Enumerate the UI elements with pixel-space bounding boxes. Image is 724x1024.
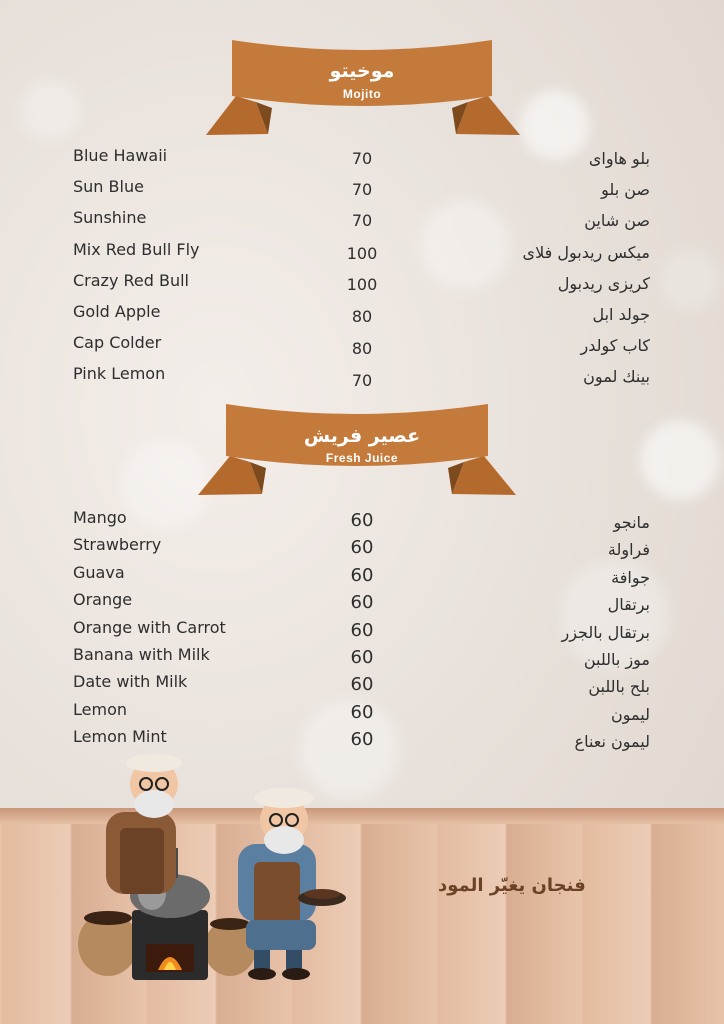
menu-item	[0, 700, 724, 728]
item-name-ar: كريزى ريدبول	[557, 274, 650, 293]
item-name-ar: كاب كولدر	[580, 336, 650, 355]
item-price: 60	[350, 702, 374, 723]
menu-item	[0, 590, 724, 618]
item-name-ar: صن بلو	[601, 180, 650, 199]
item-price: 80	[351, 339, 373, 358]
item-price: 60	[350, 729, 374, 750]
item-price: 70	[351, 371, 373, 390]
section-ribbon-fresh-juice	[0, 402, 724, 502]
item-name-ar: بلح باللبن	[588, 677, 650, 696]
item-price: 60	[350, 620, 374, 641]
item-name-en: Cap Colder	[73, 333, 162, 352]
item-name-en: Blue Hawaii	[73, 146, 168, 165]
item-name-ar: موز باللبن	[583, 650, 650, 669]
item-name-en: Banana with Milk	[73, 645, 210, 664]
item-name-en: Pink Lemon	[73, 364, 166, 383]
item-name-ar: ليمون	[611, 705, 650, 724]
item-price: 70	[351, 211, 373, 230]
item-price: 60	[350, 592, 374, 613]
item-name-ar: برتقال	[607, 595, 650, 614]
coffee-roaster-characters-icon	[70, 748, 360, 988]
slogan-text: فنجان يغيّر المود	[438, 875, 586, 896]
item-price: 60	[350, 647, 374, 668]
section-title-ar: موخيتو	[329, 60, 395, 82]
item-price: 60	[350, 537, 374, 558]
item-price: 60	[350, 510, 374, 531]
item-name-en: Mix Red Bull Fly	[73, 240, 200, 259]
item-name-ar: بينك لمون	[583, 367, 650, 386]
menu-item	[0, 177, 724, 205]
item-price: 60	[350, 565, 374, 586]
section-title-en: Mojito	[342, 87, 382, 101]
item-name-en: Lemon Mint	[73, 727, 167, 746]
menu-item	[0, 508, 724, 536]
item-price: 70	[351, 149, 373, 168]
item-price: 80	[351, 307, 373, 326]
menu-item	[0, 208, 724, 236]
item-name-ar: جوافة	[611, 568, 650, 587]
item-name-en: Sunshine	[73, 208, 147, 227]
item-name-ar: ليمون نعناع	[574, 732, 650, 751]
section-title-ar: عصير فريش	[303, 425, 421, 447]
item-price: 60	[350, 674, 374, 695]
item-name-en: Lemon	[73, 700, 127, 719]
item-price: 70	[351, 180, 373, 199]
item-name-ar: جولد ابل	[592, 305, 650, 324]
item-name-en: Orange with Carrot	[73, 618, 226, 637]
menu-item	[0, 535, 724, 563]
item-price: 100	[346, 244, 378, 263]
section-ribbon-mojito	[0, 38, 724, 138]
item-name-en: Guava	[73, 563, 125, 582]
menu-item	[0, 364, 724, 392]
item-name-en: Orange	[73, 590, 133, 609]
item-name-en: Sun Blue	[73, 177, 144, 196]
item-name-en: Date with Milk	[73, 672, 188, 691]
item-name-ar: بلو هاواى	[588, 149, 650, 168]
item-name-ar: صن شاين	[584, 211, 650, 230]
item-name-ar: ميكس ريدبول فلاى	[522, 243, 650, 262]
menu-item	[0, 302, 724, 330]
item-name-en: Gold Apple	[73, 302, 161, 321]
menu-item	[0, 645, 724, 673]
menu-item	[0, 672, 724, 700]
menu-item	[0, 618, 724, 646]
item-price: 100	[346, 275, 378, 294]
item-name-ar: مانجو	[613, 513, 650, 532]
menu-item	[0, 271, 724, 299]
section-title-en: Fresh Juice	[325, 451, 399, 465]
menu-item	[0, 333, 724, 361]
item-name-en: Mango	[73, 508, 127, 527]
item-name-ar: فراولة	[607, 540, 650, 559]
coffee-roasters-illustration	[70, 748, 360, 988]
item-name-en: Crazy Red Bull	[73, 271, 189, 290]
menu-item	[0, 240, 724, 268]
menu-item	[0, 146, 724, 174]
item-name-ar: برتقال بالجزر	[561, 623, 650, 642]
item-name-en: Strawberry	[73, 535, 162, 554]
menu-item	[0, 563, 724, 591]
